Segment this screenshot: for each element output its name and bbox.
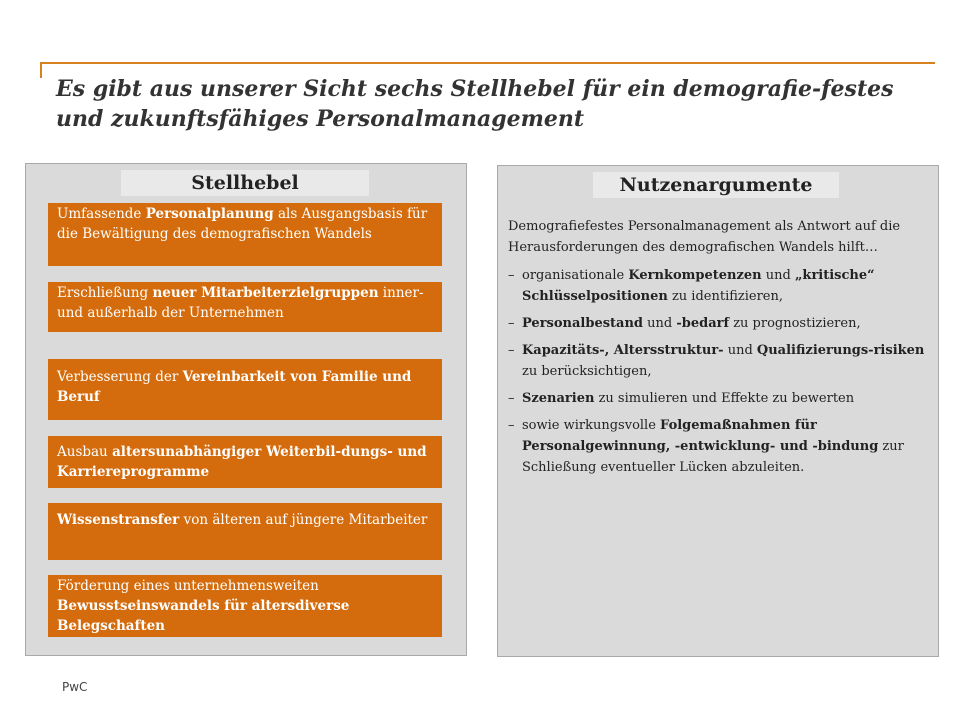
stellhebel-panel <box>25 163 467 656</box>
slide-title: Es gibt aus unserer Sicht sechs Stellhebel für ein demografie-festes und zukunftsfähiges Personalmanagement <box>56 76 894 132</box>
body-text: zu identifizieren, <box>667 289 784 304</box>
emphasis-text: Folgemaßnahmen für Personalgewinnung, -entwicklung- und -bindung <box>522 418 879 454</box>
stellhebel-heading: Stellhebel <box>121 170 369 196</box>
list-item <box>508 388 933 409</box>
emphasis-text: altersunabhängiger Weiterbil-dungs- und Karriereprogramme <box>57 444 427 480</box>
body-text: von älteren auf jüngere Mitarbeiter <box>179 512 428 528</box>
body-text: Ausbau <box>57 444 113 460</box>
dash-bullet: – <box>508 391 515 406</box>
emphasis-text: neuer Mitarbeiterzielgruppen <box>152 285 379 301</box>
body-text: und <box>643 316 677 331</box>
emphasis-text: Vereinbarkeit von Familie und Beruf <box>57 369 412 405</box>
lever-box <box>48 575 442 637</box>
dash-bullet: – <box>508 316 515 331</box>
emphasis-text: „kritische“ Schlüsselpositionen <box>522 268 875 304</box>
nutzen-panel <box>497 165 939 657</box>
body-text: zu berücksichtigen, <box>522 364 652 379</box>
nutzen-heading: Nutzenargumente <box>593 172 839 198</box>
emphasis-text: Szenarien <box>522 391 595 406</box>
list-item <box>508 265 933 307</box>
emphasis-text: Wissenstransfer <box>57 512 180 528</box>
lever-box <box>48 203 442 266</box>
title-rule <box>40 62 935 64</box>
body-text: und <box>761 268 795 283</box>
lever-box <box>48 503 442 560</box>
emphasis-text: Kernkompetenzen <box>628 268 762 283</box>
body-text: zur Schließung eventueller Lücken abzuleiten. <box>522 439 904 475</box>
body-text: sowie wirkungsvolle <box>522 418 661 433</box>
emphasis-text: Personalbestand <box>522 316 643 331</box>
dash-bullet: – <box>508 418 515 433</box>
body-text: zu simulieren und Effekte zu bewerten <box>594 391 855 406</box>
body-text: inner- und außerhalb der Unternehmen <box>57 285 424 321</box>
body-text: Umfassende <box>57 206 146 222</box>
body-text: als Ausgangsbasis für die Bewältigung des demografischen Wandels <box>57 206 428 242</box>
dash-bullet: – <box>508 343 515 358</box>
dash-bullet: – <box>508 268 515 283</box>
emphasis-text: Kapazitäts-, Altersstruktur- <box>522 343 724 358</box>
title-rule-tick <box>40 62 42 78</box>
footer-brand: PwC <box>62 680 88 694</box>
nutzen-intro: Demografiefestes Personalmanagement als Antwort auf die Herausforderungen des demografischen Wandels hilft… <box>508 219 901 255</box>
emphasis-text: Personalplanung <box>145 206 274 222</box>
body-text: organisationale <box>522 268 629 283</box>
body-text: und <box>723 343 757 358</box>
emphasis-text: Qualifizierungs-risiken <box>756 343 925 358</box>
body-text: Verbesserung der <box>57 369 183 385</box>
emphasis-text: Bewusstseinswandels für altersdiverse Belegschaften <box>57 598 350 634</box>
nutzen-list <box>508 265 933 484</box>
lever-box <box>48 436 442 488</box>
list-item <box>508 340 933 382</box>
body-text: Erschließung <box>57 285 153 301</box>
lever-box <box>48 282 442 332</box>
list-item <box>508 415 933 478</box>
body-text: zu prognostizieren, <box>729 316 861 331</box>
body-text: Förderung eines unternehmensweiten <box>57 578 319 594</box>
lever-box <box>48 359 442 420</box>
list-item <box>508 313 933 334</box>
emphasis-text: -bedarf <box>676 316 730 331</box>
